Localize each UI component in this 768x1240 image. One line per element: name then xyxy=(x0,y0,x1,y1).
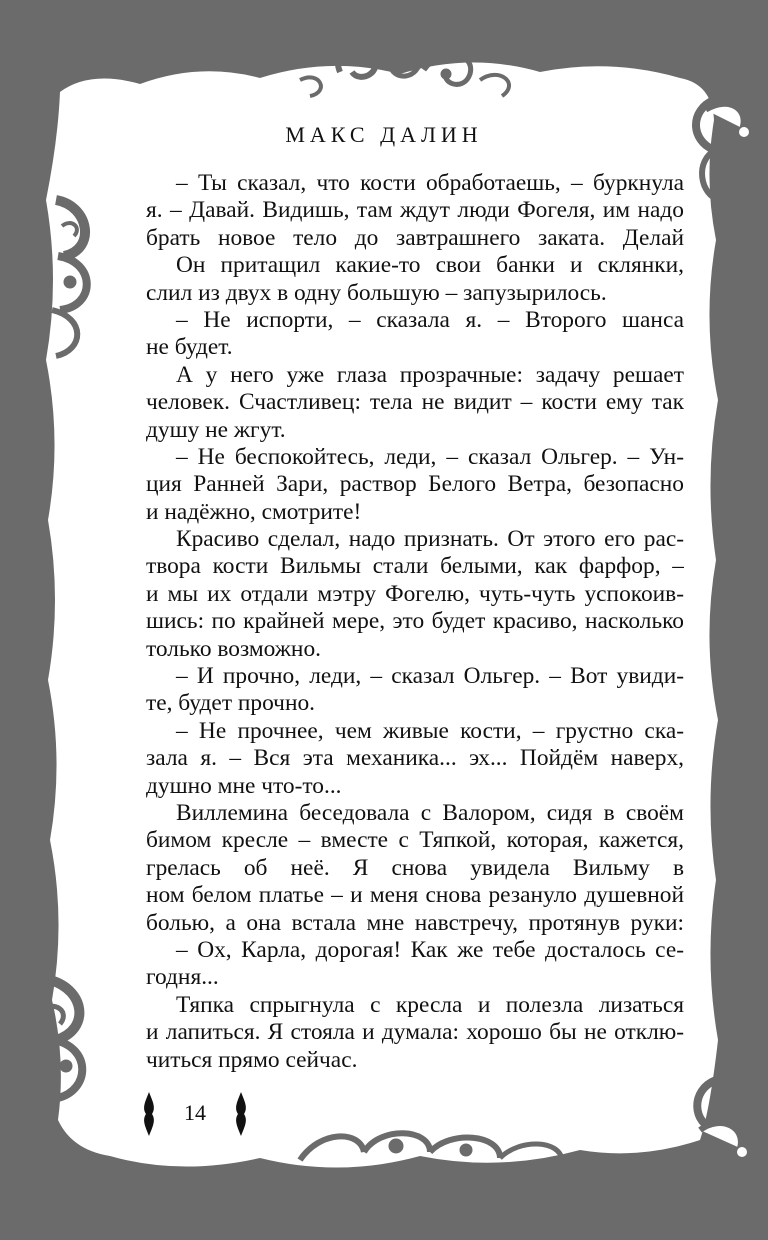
text-line: зала я. – Вся эта механика... эх... Пойдём наверх, xyxy=(146,745,684,772)
left-diamond-ornament xyxy=(144,1092,154,1136)
text-line: Он притащил какие-то свои банки и склянки, xyxy=(176,252,684,279)
text-line: годня... xyxy=(146,964,219,991)
text-line: бимом кресле – вместе с Тяпкой, которая, кажется, xyxy=(146,827,684,854)
text-line: человек. Счастливец: тела не видит – кости ему так xyxy=(146,389,684,416)
page-number: 14 xyxy=(184,1100,206,1125)
right-diamond-ornament xyxy=(236,1092,246,1136)
text-line: болью, а она встала мне навстречу, протянув руки: xyxy=(146,909,684,936)
text-line: только возможно. xyxy=(146,635,321,662)
text-line: и надёжно, смотрите! xyxy=(146,498,362,525)
text-line: читься прямо сейчас. xyxy=(146,1046,358,1073)
text-line: ном белом платье – и меня снова резануло душевной xyxy=(146,882,684,909)
text-line: те, будет прочно. xyxy=(146,690,316,717)
body-text xyxy=(146,170,684,1074)
text-line: и мы их отдали мэтру Фогелю, чуть-чуть успокоив- xyxy=(146,580,684,607)
text-line: грелась об неё. Я снова увидела Вильму в xyxy=(146,854,684,881)
text-line: – Ты сказал, что кости обработаешь, – буркнула xyxy=(176,170,684,196)
text-line: А у него уже глаза прозрачные: задачу решает xyxy=(176,361,684,388)
text-line: – Не беспокойтесь, леди, – сказал Ольгер. – Ун- xyxy=(176,443,684,470)
text-line: брать новое тело до завтрашнего заката. Делай xyxy=(146,224,684,251)
text-line: душу не жгут. xyxy=(146,416,286,443)
text-line: – Не испорти, – сказала я. – Второго шанса xyxy=(176,306,684,333)
text-line: твора кости Вильмы стали белыми, как фарфор, – xyxy=(146,553,684,580)
text-line: не будет. xyxy=(146,334,233,361)
text-line: Красиво сделал, надо признать. От этого его рас- xyxy=(176,526,684,553)
text-line: шись: по крайней мере, это будет красиво, насколько xyxy=(146,608,684,635)
text-line: душно мне что-то... xyxy=(146,772,342,799)
text-line: – И прочно, леди, – сказал Ольгер. – Вот увиди- xyxy=(176,663,684,690)
page-number-block xyxy=(140,1092,260,1136)
text-line: Тяпка спрыгнула с кресла и полезла лизаться xyxy=(176,991,684,1018)
text-line: и лапиться. Я стояла и думала: хорошо бы не отклю- xyxy=(146,1019,684,1046)
running-head-author: МАКС ДАЛИН xyxy=(285,122,483,147)
text-line: – Не прочнее, чем живые кости, – грустно ска- xyxy=(176,717,684,744)
text-line: ция Ранней Зари, раствор Белого Ветра, безопасно xyxy=(146,471,684,498)
text-line: Виллемина беседовала с Валором, сидя в своём xyxy=(176,799,684,826)
text-line: я. – Давай. Видишь, там ждут люди Фогеля, им надо xyxy=(146,197,684,224)
text-line: слил из двух в одну большую – запузырилось. xyxy=(146,279,607,306)
text-line: – Ох, Карла, дорогая! Как же тебе досталось се- xyxy=(176,936,684,963)
right-bottom-flourish-ornament xyxy=(697,1080,747,1157)
